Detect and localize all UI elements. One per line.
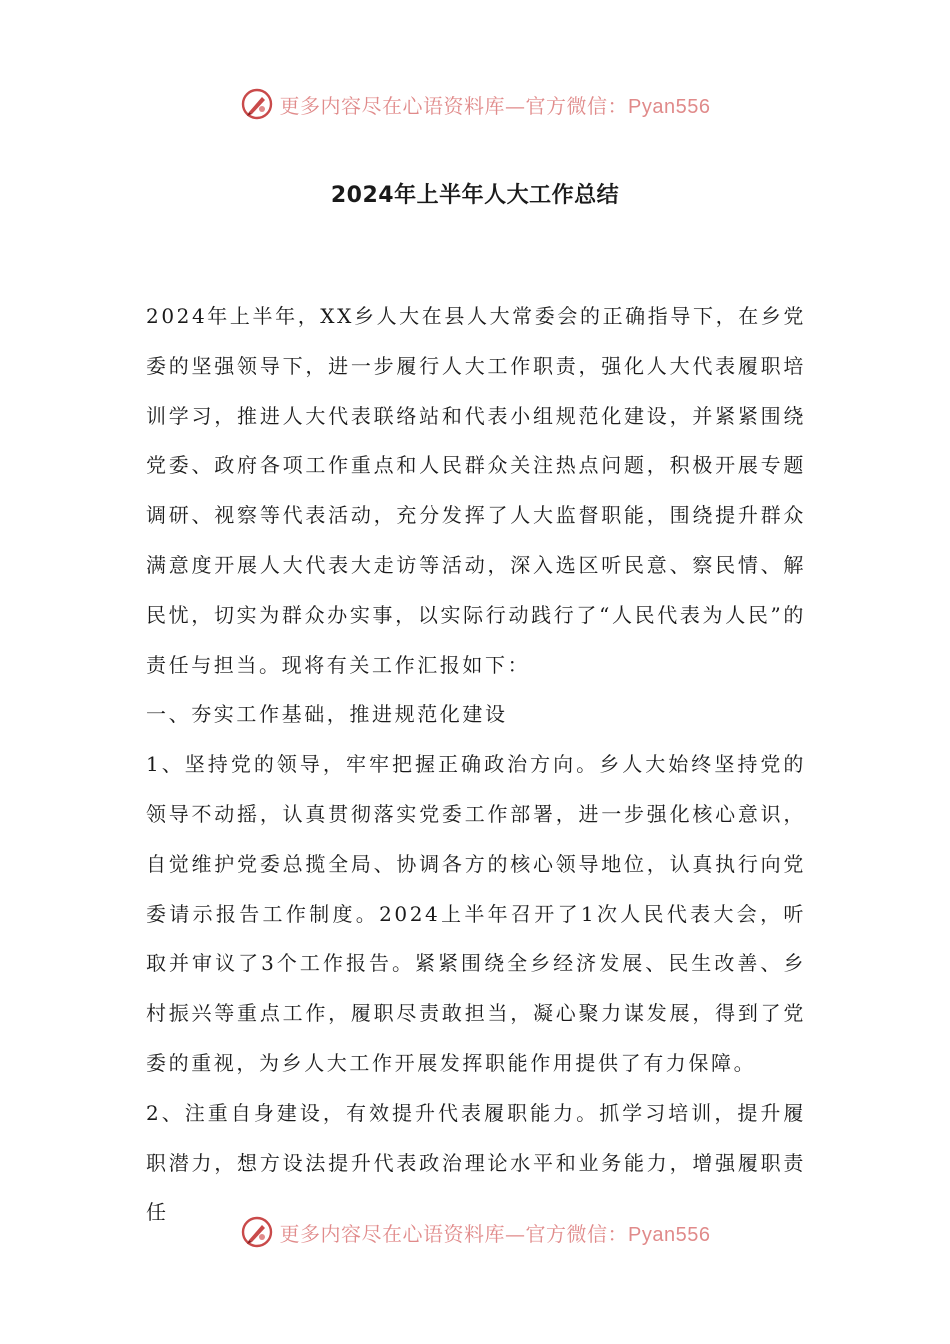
document-title: 2024年上半年人大工作总结 [330, 183, 620, 208]
intro-paragraph: 2024年上半年，XX乡人大在县人大常委会的正确指导下，在乡党委的坚强领导下，进一步履行人大工作职责，强化人大代表履职培训学习，推进人大代表联络站和代表小组规范化建设，并紧紧围绕党委、政府各项工作重点和人民群众关注热点问题，积极开展专题调研、视察等代表活动，充分发挥了人大监督职能，围绕提升群众满意度开展人大代表大走访等活动，深入选区听民意、察民情、解民忧，切实为群众办实事，以实际行动践行了“人民代表为人民”的责任与担当。现将有关工作汇报如下： [146, 304, 806, 677]
pen-logo-icon [240, 1215, 274, 1249]
body-paragraph-1: 1、坚持党的领导，牢牢把握正确政治方向。乡人大始终坚持党的领导不动摇，认真贯彻落实党委工作部署，进一步强化核心意识，自觉维护党委总揽全局、协调各方的核心领导地位，认真执行向党委请示报告工作制度。2024上半年召开了1次人民代表大会，听取并审议了3个工作报告。紧紧围绕全乡经济发展、民生改善、乡村振兴等重点工作，履职尽责敢担当，凝心聚力谋发展，得到了党委的重视，为乡人大工作开展发挥职能作用提供了有力保障。 [146, 752, 806, 1075]
watermark-wechat-id: Pyan556 [628, 95, 711, 118]
pen-logo-icon [240, 87, 274, 121]
watermark-footer [0, 1212, 950, 1252]
watermark-text: 更多内容尽在心语资料库—官方微信：Pyan556 [279, 1221, 711, 1246]
watermark-wechat-id: Pyan556 [628, 1223, 711, 1246]
watermark-text: 更多内容尽在心语资料库—官方微信：Pyan556 [279, 93, 711, 118]
section-heading: 一、夯实工作基础，推进规范化建设 [146, 702, 508, 727]
body-paragraph-2: 2、注重自身建设，有效提升代表履职能力。抓学习培训，提升履职潜力，想方设法提升代表政治理论水平和业务能力，增强履职责任 [146, 1100, 806, 1225]
watermark-header [0, 84, 950, 124]
document-body [146, 292, 806, 1238]
